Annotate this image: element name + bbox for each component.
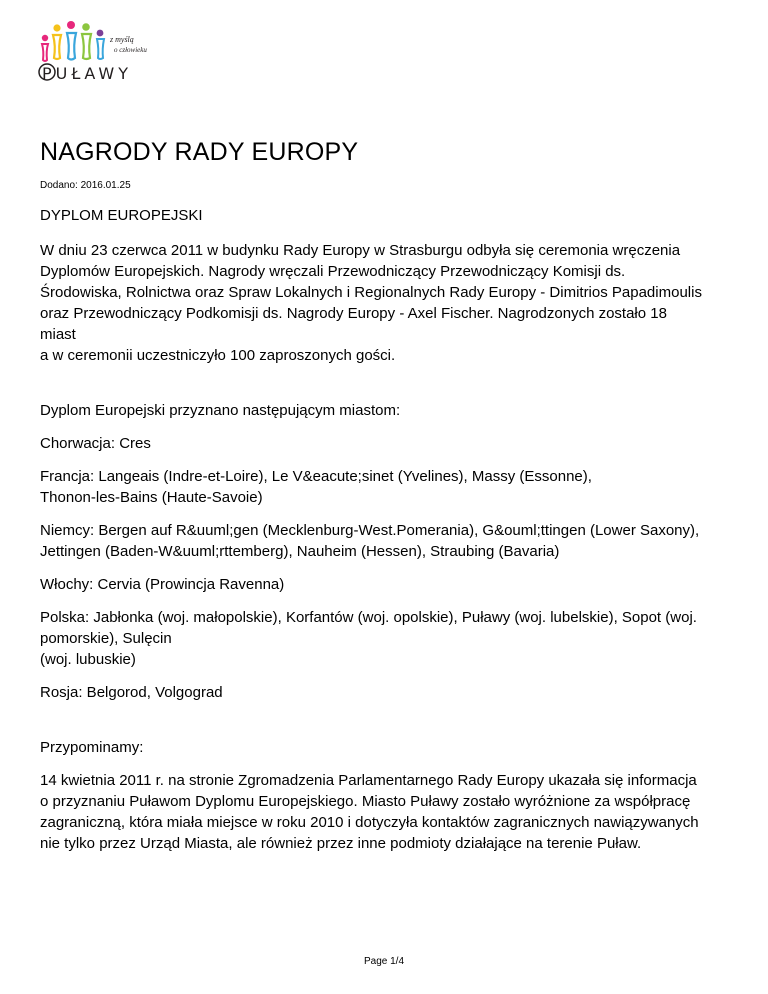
germany-line: Niemcy: Bergen auf R&uuml;gen (Mecklenburg-West.Pomerania), G&ouml;ttingen (Lower Saxony), — [40, 522, 700, 539]
intro-line: miast — [40, 326, 76, 343]
reminder-line: zagraniczną, która miała miejsce w roku 2010 i dotyczyła kontaktów zagranicznych nawiązywanych — [40, 814, 699, 831]
intro-paragraph — [40, 240, 740, 366]
intro-line: W dniu 23 czerwca 2011 w budynku Rady Europy w Strasburgu odbyła się ceremonia wręczenia — [40, 242, 681, 259]
country-russia: Rosja: Belgorod, Volgograd — [40, 684, 223, 701]
section-heading: DYPLOM EUROPEJSKI — [40, 207, 203, 224]
awarded-intro: Dyplom Europejski przyznano następującym miastom: — [40, 402, 401, 419]
country-germany — [40, 520, 740, 562]
france-line: Thonon-les-Bains (Haute-Savoie) — [40, 489, 263, 506]
reminder-paragraph — [40, 770, 740, 854]
logo-tagline-top: z myślą — [110, 35, 134, 44]
poland-line: pomorskie), Sulęcin — [40, 630, 172, 647]
intro-line: a w ceremonii uczestniczyło 100 zaproszonych gości. — [40, 347, 396, 364]
poland-line: (woj. lubuskie) — [40, 651, 136, 668]
logo-figures-icon — [42, 21, 104, 61]
country-france — [40, 466, 740, 508]
country-poland — [40, 607, 740, 670]
article-body — [40, 240, 740, 854]
reminder-label: Przypominamy: — [40, 739, 144, 756]
france-line: Francja: Langeais (Indre-et-Loire), Le V&eacute;sinet (Yvelines), Massy (Essonne), — [40, 468, 592, 485]
publish-date: Dodano: 2016.01.25 — [40, 180, 131, 191]
logo-city-name: PUŁAWY — [42, 64, 133, 83]
country-croatia: Chorwacja: Cres — [40, 435, 151, 452]
reminder-line: o przyznaniu Puławom Dyplomu Europejskiego. Miasto Puławy zostało wyróżnione za współpracę — [40, 793, 691, 810]
poland-line: Polska: Jabłonka (woj. małopolskie), Korfantów (woj. opolskie), Puławy (woj. lubelskie), Sopot (woj. — [40, 609, 697, 626]
intro-line: oraz Przewodniczący Podkomisji ds. Nagrody Europy - Axel Fischer. Nagrodzonych zostało 18 — [40, 305, 667, 322]
intro-line: Dyplomów Europejskich. Nagrody wręczali Przewodniczący Przewodniczący Komisji ds. — [40, 263, 626, 280]
country-italy: Włochy: Cervia (Prowincja Ravenna) — [40, 576, 285, 593]
logo-tagline-mid: o człowieku — [114, 46, 147, 54]
reminder-line: nie tylko przez Urząd Miasta, ale również przez inne podmioty działające na terenie Puław. — [40, 835, 642, 852]
intro-line: Środowiska, Rolnictwa oraz Spraw Lokalnych i Regionalnych Rady Europy - Dimitrios Papadimoulis — [40, 284, 702, 301]
germany-line: Jettingen (Baden-W&uuml;rttemberg), Nauheim (Hessen), Straubing (Bavaria) — [40, 543, 560, 560]
page-title: NAGRODY RADY EUROPY — [40, 138, 359, 166]
pulawy-logo — [28, 16, 160, 88]
page-number: Page 1/4 — [363, 956, 405, 967]
reminder-line: 14 kwietnia 2011 r. na stronie Zgromadzenia Parlamentarnego Rady Europy ukazała się informacja — [40, 772, 697, 789]
